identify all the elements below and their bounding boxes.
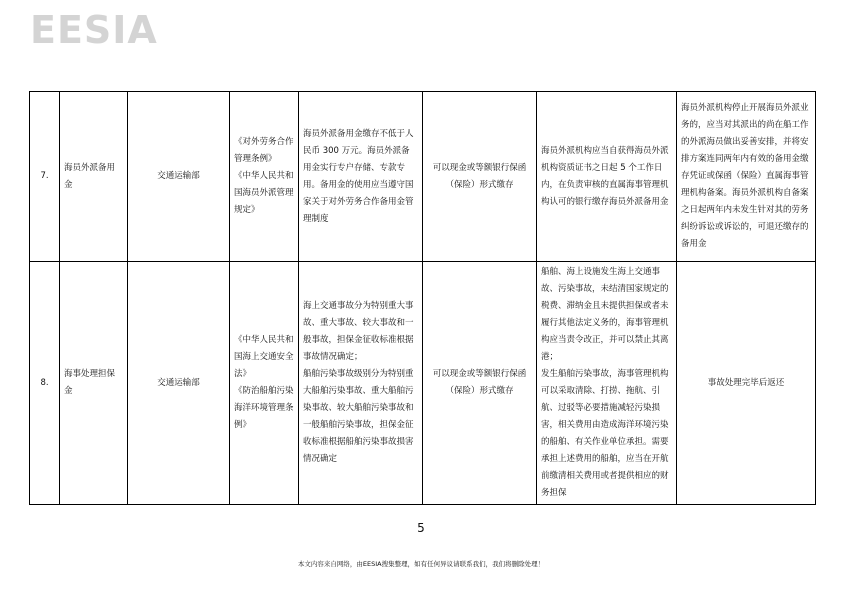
- deposit-timing: 海员外派机构应当自获得海员外派机构资质证书之日起 5 个工作日内，在负责审核的直属海事管理机构认可的银行缴存海员外派备用金: [537, 92, 677, 262]
- deposit-timing: 船舶、海上设施发生海上交通事故、污染事故，未结清国家规定的税费、滞纳金且未提供担保或者未履行其他法定义务的，海事管理机构应当责令改正，并可以禁止其离港； 发生船舶污染事故，海事管理机构可以采取清除、打捞、拖航、引航、过驳等必要措施减轻污染损害，相关费用由造成海洋环境污染的船舶、有关作业单位承担。需要承担上述费用的船舶，应当在开航前缴清相关费用或者提供相应的财务担保: [537, 262, 677, 505]
- page-number: 5: [417, 521, 425, 535]
- refund-condition: 海员外派机构停止开展海员外派业务的，应当对其派出的尚在船工作的外派海员做出妥善安排，并将安排方案连同两年内有效的备用金缴存凭证或保函（保险）直属海事管理机构备案。海员外派机构自备案之日起两年内未发生针对其的劳务纠纷诉讼或诉讼的，可退还缴存的备用金: [677, 92, 816, 262]
- department: 交通运输部: [128, 262, 230, 505]
- legal-basis: 《中华人民共和国海上交通安全法》 《防治船舶污染海洋环境管理条例》: [230, 262, 299, 505]
- deposit-content: 海员外派备用金缴存不低于人民币 300 万元。海员外派备用金实行专户存储、专款专用。备用金的使用应当遵守国家关于对外劳务合作备用金管理制度: [299, 92, 423, 262]
- footer-disclaimer: 本文内容来自网络，由EESIA搜集整理，如有任何异议请联系我们，我们将删除处理！: [297, 560, 545, 568]
- deposit-table: [29, 91, 816, 505]
- deposit-content: 海上交通事故分为特别重大事故、重大事故、较大事故和一般事故，担保金征收标准根据事故情况确定； 船舶污染事故级别分为特别重大船舶污染事故、重大船舶污染事故、较大船舶污染事故和一般船舶污染事故，担保金征收标准根据船舶污染事故损害情况确定: [299, 262, 423, 505]
- deposit-name: 海事处理担保金: [60, 262, 128, 505]
- table-row: [30, 262, 816, 505]
- eesia-logo: EESIA: [30, 8, 158, 52]
- deposit-name: 海员外派备用金: [60, 92, 128, 262]
- department: 交通运输部: [128, 92, 230, 262]
- row-number: 8.: [30, 262, 60, 505]
- refund-condition: 事故处理完毕后返还: [677, 262, 816, 505]
- table-row: [30, 92, 816, 262]
- row-number: 7.: [30, 92, 60, 262]
- deposit-form: 可以现金或等额银行保函（保险）形式缴存: [423, 92, 537, 262]
- deposit-form: 可以现金或等额银行保函（保险）形式缴存: [423, 262, 537, 505]
- legal-basis: 《对外劳务合作管理条例》 《中华人民共和国海员外派管理规定》: [230, 92, 299, 262]
